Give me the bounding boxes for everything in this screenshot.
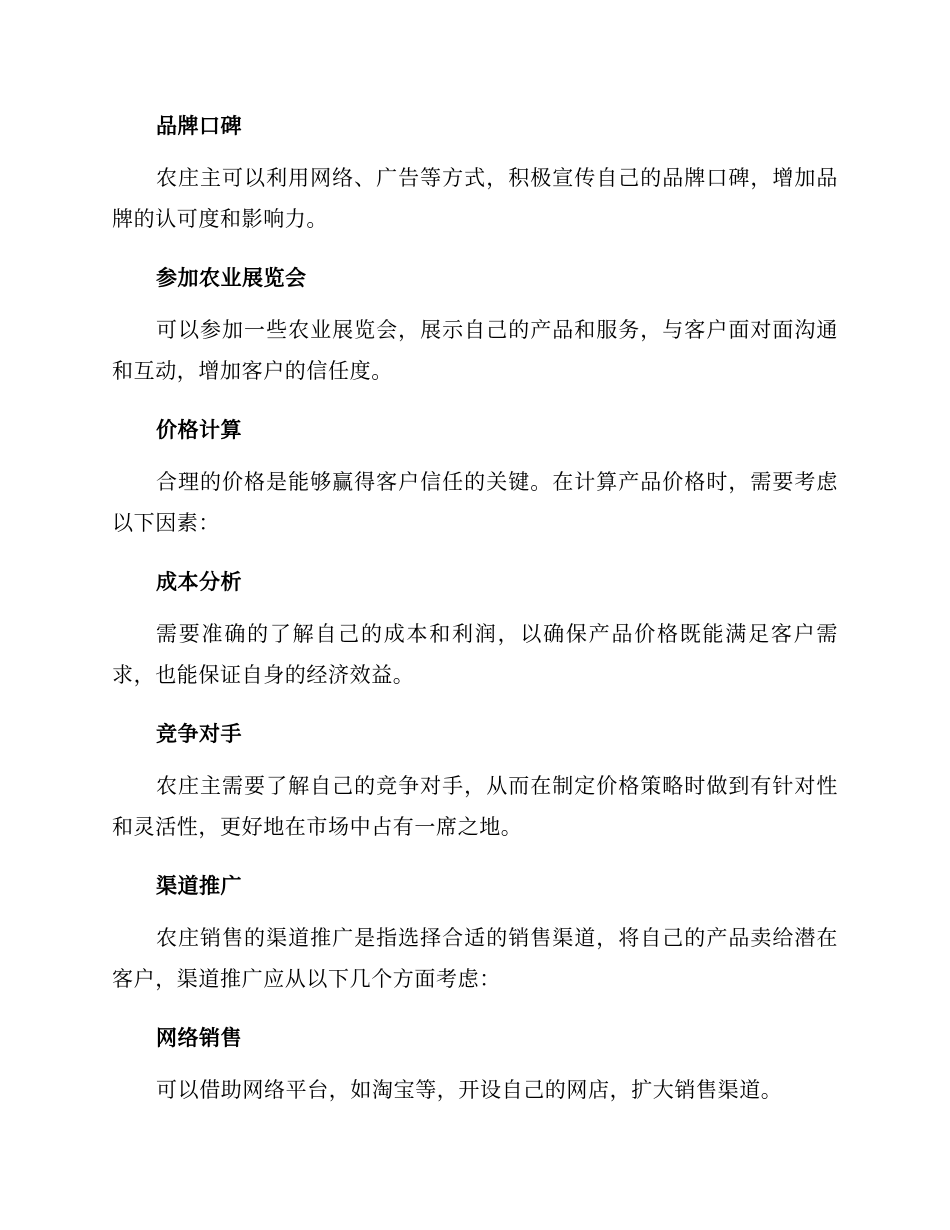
section-body-brand-reputation: 农庄主可以利用网络、广告等方式，积极宣传自己的品牌口碑，增加品牌的认可度和影响力。 [112,166,838,231]
section-body-channel-promotion: 农庄销售的渠道推广是指选择合适的销售渠道，将自己的产品卖给潜在客户，渠道推广应从以下几个方面考虑： [112,926,838,991]
section-body-cost-analysis: 需要准确的了解自己的成本和利润，以确保产品价格既能满足客户需求，也能保证自身的经济效益。 [112,622,838,687]
section-heading-competitors: 竞争对手 [156,722,242,746]
section-heading-price-calculation: 价格计算 [156,418,242,442]
section-heading-cost-analysis: 成本分析 [156,570,242,594]
section-heading-channel-promotion: 渠道推广 [156,874,242,898]
section-heading-agri-exhibition: 参加农业展览会 [156,266,307,290]
section-body-price-calculation: 合理的价格是能够赢得客户信任的关键。在计算产品价格时，需要考虑以下因素： [112,470,838,535]
section-body-competitors: 农庄主需要了解自己的竞争对手，从而在制定价格策略时做到有针对性和灵活性，更好地在市场中占有一席之地。 [112,774,838,839]
section-body-agri-exhibition: 可以参加一些农业展览会，展示自己的产品和服务，与客户面对面沟通和互动，增加客户的信任度。 [112,318,838,383]
section-body-online-sales: 可以借助网络平台，如淘宝等，开设自己的网店，扩大销售渠道。 [156,1078,783,1102]
section-heading-brand-reputation: 品牌口碑 [156,114,242,138]
section-heading-online-sales: 网络销售 [156,1026,242,1050]
